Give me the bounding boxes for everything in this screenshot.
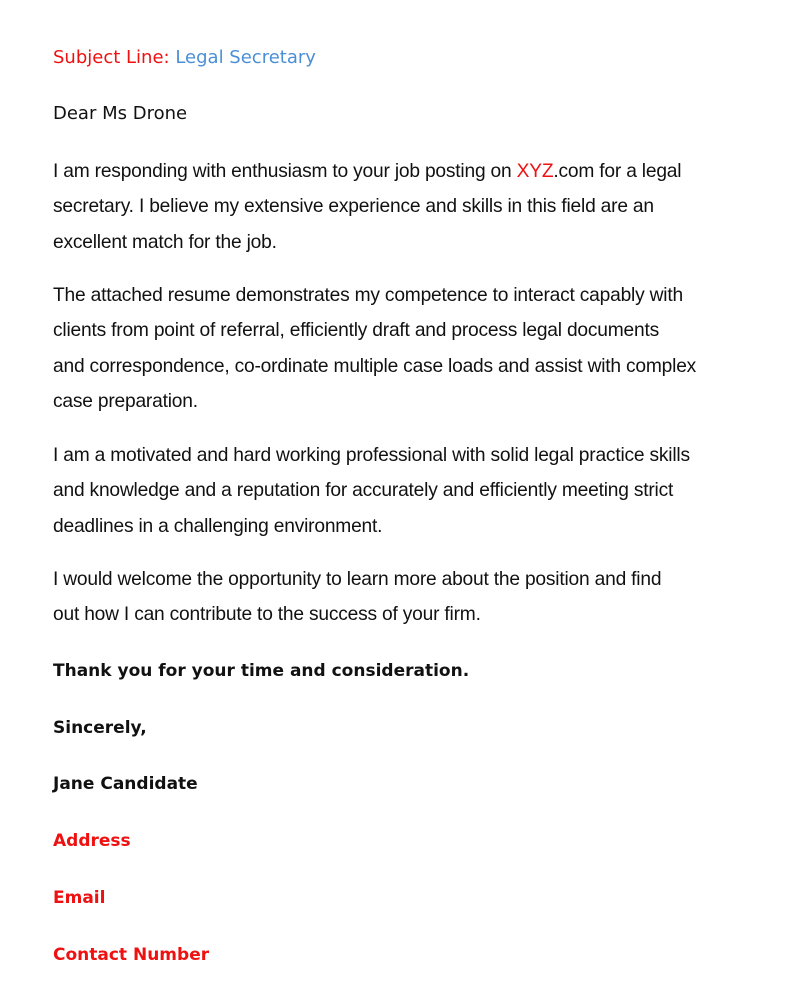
salutation: Dear Ms Drone — [53, 103, 188, 124]
paragraph-line: I would welcome the opportunity to learn more about the position and find — [53, 569, 662, 590]
signoff: Sincerely, — [53, 718, 147, 738]
paragraph-line: and correspondence, co-ordinate multiple case loads and assist with complex — [53, 355, 697, 377]
paragraph-line: I am a motivated and hard working professional with solid legal practice skills — [53, 445, 690, 466]
paragraph-competence — [53, 278, 773, 420]
subject-label: Subject Line: — [53, 47, 170, 68]
paragraph-line: case preparation. — [53, 391, 198, 413]
paragraph-line: secretary. I believe my extensive experience and skills in this field are an — [53, 196, 654, 218]
paragraph-line: excellent match for the job. — [53, 231, 277, 253]
paragraph-qualities — [53, 438, 773, 544]
subject-line — [53, 44, 773, 72]
email-placeholder: Email — [53, 888, 106, 908]
cover-letter — [53, 44, 773, 965]
paragraph-closing — [53, 562, 773, 633]
paragraph-line: and knowledge and a reputation for accurately and efficiently meeting strict — [53, 480, 674, 502]
thanks-line: Thank you for your time and consideration. — [53, 661, 470, 681]
paragraph-line: clients from point of referral, efficiently draft and process legal documents — [53, 320, 660, 342]
site-name-highlight: XYZ — [516, 161, 554, 182]
signer-name: Jane Candidate — [53, 774, 198, 794]
contact-number-placeholder: Contact Number — [53, 945, 210, 965]
paragraph-line: deadlines in a challenging environment. — [53, 515, 383, 537]
paragraph-line: out how I can contribute to the success of your firm. — [53, 604, 481, 626]
paragraph-line: I am responding with enthusiasm to your job posting on XYZ.com for a legal — [53, 161, 682, 182]
subject-value: Legal Secretary — [175, 47, 316, 68]
paragraph-intro — [53, 154, 773, 260]
address-placeholder: Address — [53, 831, 131, 851]
paragraph-line: The attached resume demonstrates my competence to interact capably with — [53, 285, 683, 306]
